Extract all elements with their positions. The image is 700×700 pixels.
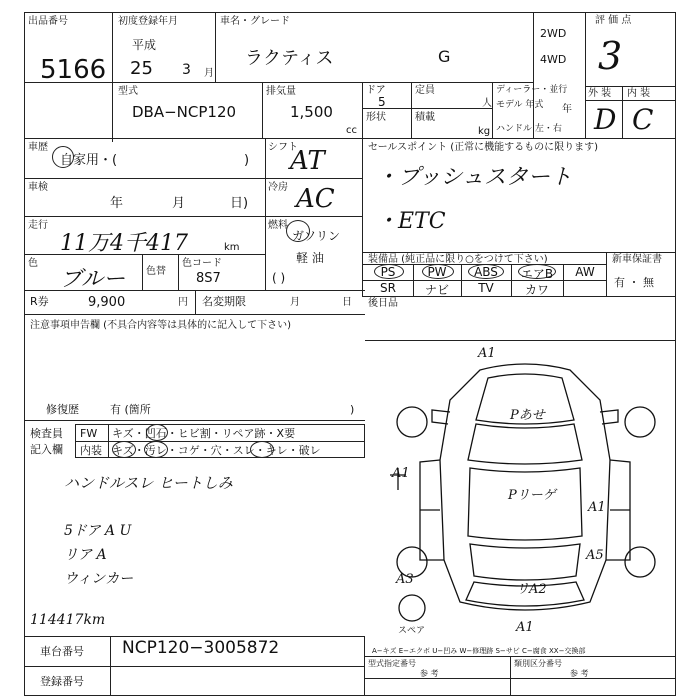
first-reg-label: 初度登録年月: [118, 16, 178, 27]
reference-label-2: 参 考: [570, 669, 589, 678]
fuel-diesel: 軽 油: [296, 251, 324, 265]
wheel-front-right: [625, 407, 655, 437]
recycle-value: 9,900: [88, 295, 126, 310]
equip-circle-abs: [468, 264, 504, 279]
exterior-label: 外 装: [588, 88, 612, 99]
inspector-row1-items: キズ・凹石・ヒビ割・リペア跡・X要: [112, 427, 296, 440]
score-label: 評 価 点: [595, 15, 632, 26]
car-roof: [468, 468, 582, 540]
mileage-unit: km: [224, 242, 240, 253]
type-designation-label: 型式指定番号: [368, 659, 416, 668]
shift-label: シフト: [268, 142, 298, 153]
wheel-front-left: [397, 407, 427, 437]
equip-tv: TV: [478, 281, 494, 295]
diagram-mark-5: A1: [588, 500, 606, 515]
history-label: 車歴: [28, 142, 48, 153]
diagram-mark-7: A3: [396, 572, 414, 587]
equip-circle-ps: [374, 264, 404, 279]
damage-legend: A−キズ E−エクボ U−凹み W−修理跡 S−サビ C−腐食 XX−交換部: [372, 647, 586, 655]
spare-label: スペア: [398, 626, 426, 636]
color-change-label: 色替: [146, 266, 166, 277]
recycle-unit: 円: [178, 297, 188, 308]
model-year-label: モデル 年式: [496, 100, 544, 110]
lot-label: 出品番号: [28, 16, 68, 27]
diagram-mark-1: A1: [478, 346, 496, 361]
inspection-month: 月: [172, 196, 186, 211]
inspector-label-2: 記入欄: [30, 443, 63, 456]
hand-note-2: 5ドア A U: [64, 523, 132, 539]
new-warranty-value: 有 ・ 無: [614, 276, 654, 289]
diagram-mark-6: A5: [586, 548, 604, 563]
shape-label: 形状: [366, 112, 386, 123]
new-warranty-label: 新車保証書: [612, 254, 662, 265]
hand-note-3: リア A: [64, 547, 107, 563]
car-name-label: 車名・グレード: [220, 16, 290, 27]
load-label: 積載: [415, 112, 435, 123]
hand-note-4: ウィンカー: [64, 571, 134, 587]
rear-seat-label: 後日品: [368, 298, 398, 309]
inspector-mark-1: [146, 424, 168, 441]
car-windshield: [468, 424, 582, 464]
handle-label: ハンドル 左・右: [496, 124, 562, 134]
drive-2wd: 2WD: [540, 27, 567, 40]
first-reg-month-unit: 月: [204, 68, 214, 79]
mileage-label: 走行: [28, 220, 48, 231]
name-change-label: 名変期限: [202, 295, 246, 308]
reference-label-1: 参 考: [420, 669, 439, 678]
repair-close: ): [350, 403, 355, 416]
class-number-label: 類別区分番号: [514, 659, 562, 668]
equip-ps: PS: [380, 265, 396, 279]
fuel-bracket: ( ): [272, 271, 286, 285]
aircon-value: AC: [296, 184, 335, 214]
color-code: 8S7: [196, 271, 221, 286]
inspection-year: 年: [110, 196, 124, 211]
color-value: ブルー: [60, 267, 126, 292]
equip-aw: AW: [575, 265, 595, 279]
equip-leather: カワ: [524, 283, 549, 297]
inspector-mark-2: [112, 441, 136, 458]
color-label: 色: [28, 258, 38, 269]
equip-sr: SR: [380, 281, 396, 295]
doors-label: ドア: [366, 85, 386, 96]
inspection-label: 車検: [28, 182, 48, 193]
capacity-unit: 人: [482, 98, 492, 109]
sales-label: セールスポイント (正常に機能するものに限ります): [368, 142, 599, 153]
equip-airbag: エアB: [520, 267, 554, 281]
aircon-label: 冷房: [268, 182, 288, 193]
inspection-day: 日): [230, 196, 249, 211]
repair-value: 有 (箇所: [110, 403, 151, 416]
inspector-row2-items: キズ・汚レ・コゲ・穴・スレ・キレ・破レ: [112, 444, 321, 457]
first-reg-month: 3: [182, 62, 191, 78]
inspector-row2-label: 内装: [80, 444, 102, 457]
car-name: ラクティス: [245, 48, 334, 69]
load-unit: kg: [478, 126, 491, 137]
wheel-rear-right: [625, 547, 655, 577]
hand-note-1: ハンドルスレ ヒートしみ: [64, 474, 233, 492]
chassis-label: 車台番号: [40, 645, 84, 658]
capacity-label: 定員: [415, 85, 435, 96]
recycle-label: R券: [30, 295, 49, 308]
first-reg-year: 25: [130, 58, 153, 79]
equip-pw: PW: [427, 265, 447, 279]
mileage-value: 11万4千417: [60, 231, 188, 256]
equip-circle-airbag: [518, 264, 556, 279]
chassis-number: NCP120−3005872: [122, 638, 280, 658]
displacement-value: 1,500: [290, 103, 333, 121]
model-year-unit: 年: [562, 104, 572, 115]
fuel-gasoline: ガソリン: [292, 229, 341, 243]
diagram-mark-2: Pあせ: [510, 408, 545, 423]
first-reg-era: 平成: [132, 38, 157, 52]
drive-4wd: 4WD: [540, 53, 567, 66]
inspector-label-1: 検査員: [30, 427, 63, 440]
equip-circle-pw: [422, 264, 454, 279]
sales-point-1: ・プッシュスタート: [376, 165, 573, 190]
history-close: ): [244, 153, 250, 168]
fuel-label: 燃料: [268, 220, 288, 231]
model-label: 型式: [118, 86, 138, 97]
history-mark: [52, 146, 74, 168]
equip-navi: ナビ: [424, 283, 449, 297]
interior-score: C: [632, 103, 654, 136]
inspector-mark-3: [144, 441, 168, 458]
equipment-label: 装備品 (純正品に限り○をつけて下さい): [368, 254, 548, 265]
car-rear-window: [470, 544, 580, 580]
diagram-mark-9: A1: [516, 620, 534, 635]
diagram-mark-4: Pリーゲ: [508, 488, 556, 503]
history-value: 自家用・(: [60, 153, 118, 168]
inspector-row1-label: FW: [80, 427, 98, 440]
name-change-day: 日: [342, 297, 352, 308]
equip-abs: ABS: [474, 265, 498, 279]
interior-label: 内 装: [627, 88, 651, 99]
color-code-label: 色コード: [182, 258, 222, 269]
lot-number: 5166: [40, 55, 107, 85]
sales-point-2: ・ETC: [376, 209, 446, 234]
score-value: 3: [598, 34, 623, 78]
exterior-score: D: [594, 103, 617, 136]
doors-value: 5: [378, 95, 386, 109]
diagram-mark-8: リA2: [516, 582, 547, 597]
hand-note-5: 114417km: [30, 612, 106, 628]
dealer-label: ディーラー・並行: [496, 85, 568, 95]
registration-label: 登録番号: [40, 675, 84, 688]
diagram-mark-3: A1: [392, 466, 410, 481]
car-grade: G: [438, 47, 451, 66]
model-code: DBA−NCP120: [132, 103, 237, 121]
shift-value: AT: [290, 146, 325, 176]
notes-label: 注意事項申告欄 (不具合内容等は具体的に記入して下さい): [30, 320, 291, 331]
name-change-month: 月: [290, 297, 300, 308]
displacement-label: 排気量: [266, 86, 296, 97]
displacement-unit: cc: [346, 125, 357, 136]
repair-label: 修復歴: [46, 403, 79, 416]
spare-wheel: [399, 595, 425, 621]
inspector-mark-4: [250, 441, 274, 458]
